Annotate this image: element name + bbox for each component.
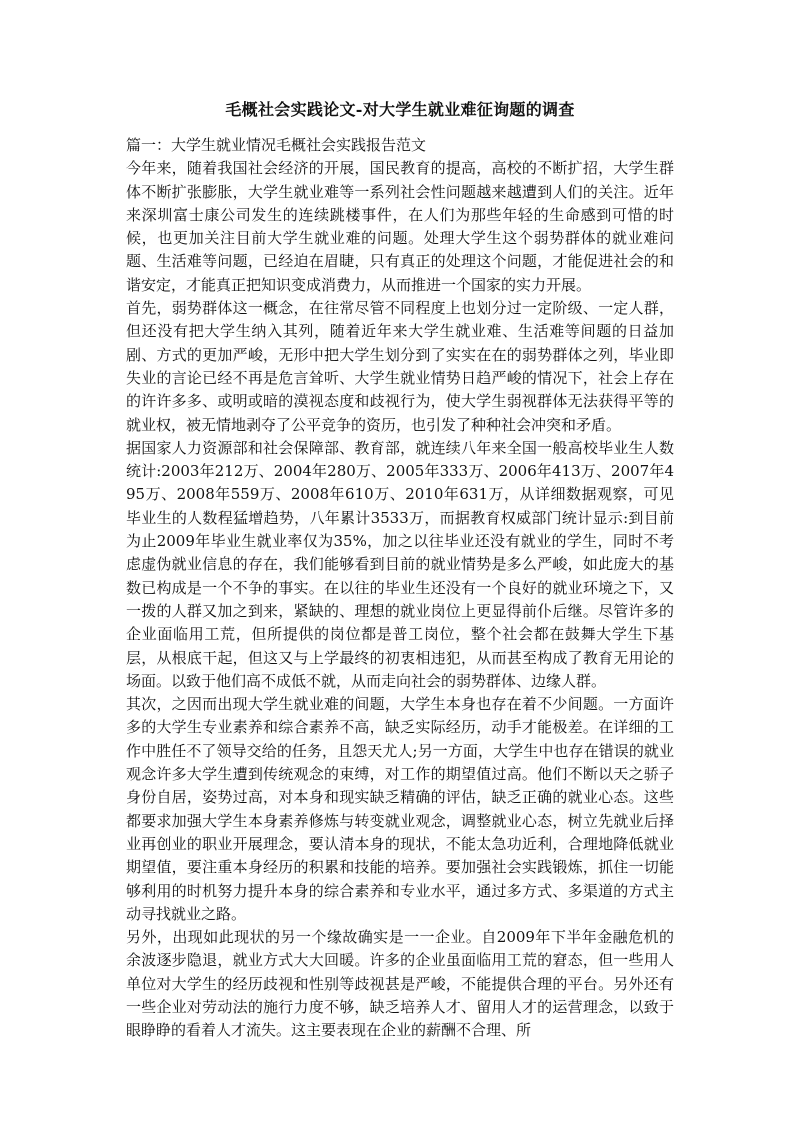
section-heading: 篇一：大学生就业情况毛概社会实践报告范文 xyxy=(126,136,427,154)
paragraph-graduate-statistics: 据国家人力资源部和社会保障部、教育部，就连续八年来全国一般高校毕业生人数统计:2003年212万、2004年280万、2005年333万、2006年413万、2007年495万、2008年559万、2008年610万、2010年631万，从详细数据观察，可见毕业生的人数程猛增趋势，八年累计3533万，而据教育权威部门统计显示:到目前为止2009年毕业生就业率仅为35%，加之以往毕业还没有就业的学生，同时不考虑虚伪就业信息的存在，我们能够看到目前的就业情势是多么严峻，如此庞大的基数已构成是一个不争的事实。在以往的毕业生还没有一个良好的就业环境之下，又一拨的人群又加之到来，紧缺的、理想的就业岗位上更显得前仆后继。尽管许多的企业面临用工荒，但所提供的岗位都是普工岗位，整个社会都在鼓舞大学生下基层，从根底干起，但这又与上学最终的初衷相违犯，从而甚至构成了教育无用论的场面。以致于他们高不成低不就，从而走向社会的弱势群体、边缘人群。 xyxy=(126,438,674,690)
paragraph-student-issues: 其次，之因而出现大学生就业难的间题，大学生本身也存在着不少间题。一方面许多的大学生专业素养和综合素养不高，缺乏实际经历，动手才能极差。在详细的工作中胜任不了领导交给的任务，且怨天尤人;另一方面，大学生中也存在错误的就业观念许多大学生遭到传统观念的束缚，对工作的期望值过高。他们不断以天之骄子身份自居，姿势过高，对本身和现实缺乏精确的评估，缺乏正确的就业心态。这些都要求加强大学生本身素养修炼与转变就业观念，调整就业心态，树立先就业后择业再创业的职业开展理念，要认清本身的现状，不能太急功近利，合理地降低就业期望值，要注重本身经历的积累和技能的培养。要加强社会实践锻炼，抓住一切能够利用的时机努力提升本身的综合素养和专业水平，通过多方式、多渠道的方式主动寻找就业之路。 xyxy=(126,695,674,923)
paragraph-intro: 今年来，随着我国社会经济的开展，国民教育的提高，高校的不断扩招，大学生群体不断扩张膨胀，大学生就业难等一系列社会性问题越来越遭到人们的关注。近年来深圳富士康公司发生的连续跳楼事件，在人们为那些年轻的生命感到可惜的时候，也更加关注目前大学生就业难的问题。处理大学生这个弱势群体的就业难问题、生活难等问题，已经迫在眉睫，只有真正的处理这个问题，才能促进社会的和谐安定，才能真正把知识变成消费力，从而推进一个国家的实力开展。 xyxy=(126,159,674,294)
document-title: 毛概社会实践论文-对大学生就业难征询题的调查 xyxy=(225,100,575,119)
paragraph-vulnerable-group: 首先，弱势群体这一概念，在往常尽管不同程度上也划分过一定阶级、一定人群，但还没有把大学生纳入其列，随着近年来大学生就业难、生活难等间题的日益加剧、方式的更加严峻，无形中把大学生划分到了实实在在的弱势群体之列，毕业即失业的言论已经不再是危言耸听、大学生就业情势日趋严峻的情况下，社会上存在的许许多多、或明或暗的漠视态度和歧视行为，使大学生弱视群体无法获得平等的就业权，被无情地剥夺了公平竞争的资历，也引发了种种社会冲突和矛盾。 xyxy=(126,299,674,434)
document-body xyxy=(126,134,674,1043)
paragraph-enterprise-issues: 另外，出现如此现状的另一个缘故确实是一一企业。自2009年下半年金融危机的余波逐步隐退，就业方式大大回暖。许多的企业虽面临用工荒的窘态，但一些用人单位对大学生的经历歧视和性别等歧视甚是严峻，不能提供合理的平台。另外还有一些企业对劳动法的施行力度不够，缺乏培养人才、留用人才的运营理念，以致于眼睁睁的看着人才流失。这主要表现在企业的薪酬不合理、所 xyxy=(126,928,674,1040)
